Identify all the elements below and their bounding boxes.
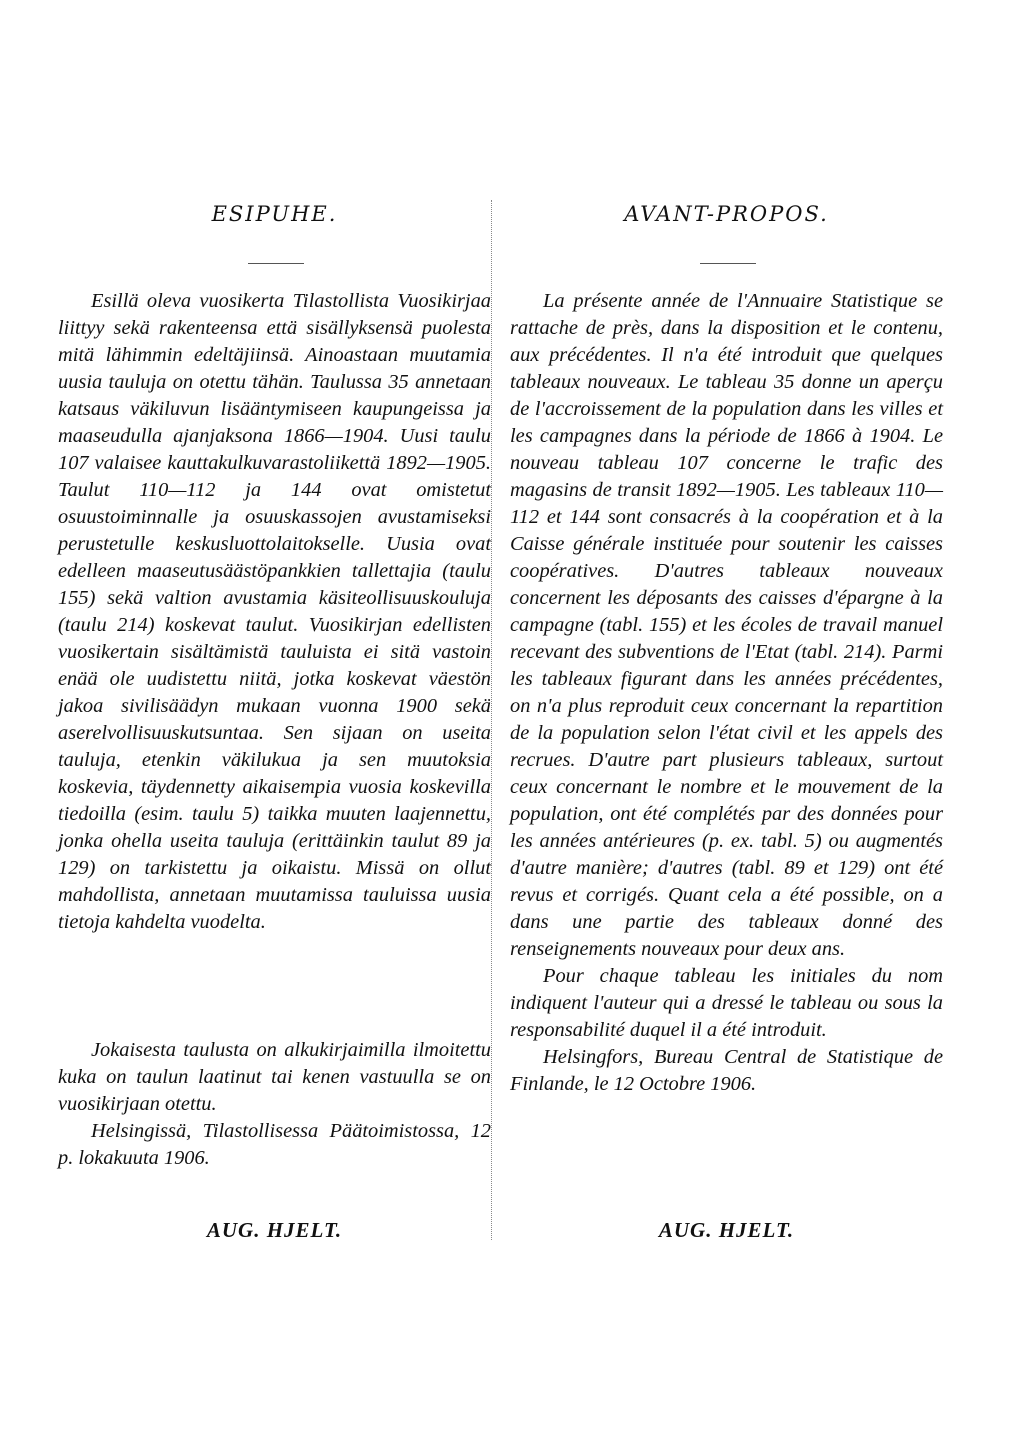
finnish-heading: ESIPUHE. <box>211 202 338 226</box>
french-heading-rule <box>700 263 756 264</box>
french-heading: AVANT-PROPOS. <box>624 202 829 226</box>
finnish-signature: AUG. HJELT. <box>206 1218 343 1242</box>
finnish-place-date: Helsingissä, Tilastollisessa Päätoimistossa, 12 p. lokakuuta 1906. <box>58 1120 491 1169</box>
finnish-paragraph-2: Jokaisesta taulusta on alkukirjaimilla ilmoitettu kuka on taulun laatinut tai kenen vastuulla se on vuosikirjaan otettu. <box>58 1039 491 1115</box>
french-signature: AUG. HJELT. <box>658 1218 795 1242</box>
column-divider <box>491 200 492 1240</box>
french-paragraph-1: La présente année de l'Annuaire Statistique se rattache de près, dans la disposition et le contenu, aux précédentes. Il n'a été introduit que quelques tableaux nouveaux. Le tableau 35 donne un aperçu de l'accroissement de la population dans les villes et les campagnes dans la période de 1866 à 1904. Le nouveau tableau 107 concerne le trafic des magasins de transit 1892—1905. Les tableaux 110—112 et 144 sont consacrés à la coopération et à la Caisse générale instituée pour soutenir les caisses coopératives. D'autres tableaux nouveaux concernent les déposants des caisses d'épargne à la campagne (tabl. 155) et les écoles de travail manuel recevant des subventions de l'Etat (tabl. 214). Parmi les tableaux figurant dans les années précédentes, on n'a plus reproduit ceux concernant la repartition de la population selon l'état civil et les appels des recrues. D'autre part plusieurs tableaux, surtout ceux concernant le nombre et le mouvement de la population, ont été complétés par des données pour les années antérieures (p. ex. tabl. 5) ou augmentés d'autre manière; d'autres (tabl. 89 et 129) ont été revus et corrigés. Quant cela a été possible, on a dans une partie des tableaux donné des renseignements nouveaux pour deux ans. <box>510 290 943 960</box>
finnish-heading-rule <box>248 263 304 264</box>
french-paragraph-2: Pour chaque tableau les initiales du nom indiquent l'auteur qui a dressé le tableau ou sous la responsabilité duquel il a été introduit. <box>510 965 943 1041</box>
french-text-block <box>510 288 943 1098</box>
finnish-paragraph-1: Esillä oleva vuosikerta Tilastollista Vuosikirjaa liittyy sekä rakenteensa että sisällyksensä puolesta mitä lähimmin edeltäjiinsä. Ainoastaan muutamia uusia tauluja on otettu tähän. Taulussa 35 annetaan katsaus väkiluvun lisääntymiseen kaupungeissa ja maaseudulla ajanjaksona 1866—1904. Uusi taulu 107 valaisee kauttakulkuvarastoliikettä 1892—1905. Taulut 110—112 ja 144 ovat omistetut osuustoiminnalle ja osuuskassojen avustamiseksi perustetulle keskusluottolaitokselle. Uusia ovat edelleen maaseutusäästöpankkien tallettajia (taulu 155) sekä valtion avustamia käsiteollisuuskouluja (taulu 214) koskevat taulut. Vuosikirjan edellisten vuosikertain sisältämistä tauluista ei sitä vastoin enää ole uudistettu niitä, jotka koskevat väestön jakoa sivilisäädyn mukaan vuonna 1900 sekä aserelvollisuuskutsuntaa. Sen sijaan on useita tauluja, etenkin väkilukua ja sen muutoksia koskevia, täydennetty aikaisempia vuosia koskevilla tiedoilla (esim. taulu 5) taikka muuten laajennettu, jonka ohella useita tauluja (erittäinkin taulut 89 ja 129) on tarkistettu ja oikaistu. Missä on ollut mahdollista, annetaan muutamissa tauluissa uusia tietoja kahdelta vuodelta. <box>58 290 491 933</box>
french-place-date: Helsingfors, Bureau Central de Statistique de Finlande, le 12 Octobre 1906. <box>510 1046 943 1095</box>
